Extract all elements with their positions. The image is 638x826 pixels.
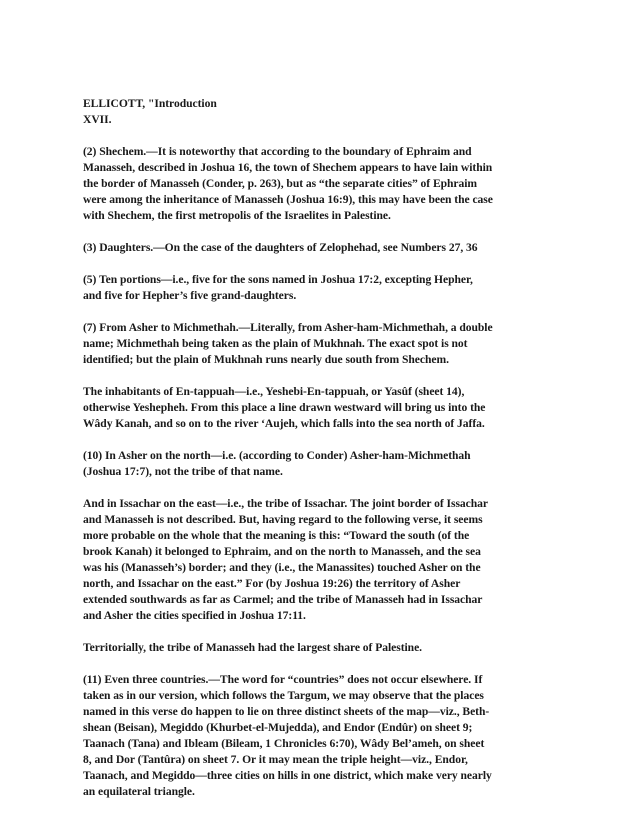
paragraph-line: and Manasseh is not described. But, having regard to the following verse, it seems	[83, 513, 483, 526]
paragraph-line: The inhabitants of En-tappuah—i.e., Yeshebi-En-tappuah, or Yasûf (sheet 14),	[83, 385, 465, 398]
paragraph-line: (2) Shechem.—It is noteworthy that according to the boundary of Ephraim and	[83, 145, 472, 158]
paragraph	[83, 672, 553, 800]
paragraph-line: more probable on the whole that the meaning is this: “Toward the south (of the	[83, 529, 470, 542]
paragraph	[83, 320, 553, 368]
paragraph-line: the border of Manasseh (Conder, p. 263), but as “the separate cities” of Ephraim	[83, 177, 478, 190]
paragraph-line: (11) Even three countries.—The word for “countries” does not occur elsewhere. If	[83, 673, 483, 686]
paragraph	[83, 272, 553, 304]
spacer	[83, 224, 553, 240]
paragraph	[83, 496, 553, 624]
paragraph-line: identified; but the plain of Mukhnah runs nearly due south from Shechem.	[83, 353, 449, 366]
paragraph	[83, 240, 553, 256]
spacer	[83, 256, 553, 272]
spacer	[83, 480, 553, 496]
paragraph	[83, 384, 553, 432]
paragraph-line: extended southwards as far as Carmel; and the tribe of Manasseh had in Issachar	[83, 593, 483, 606]
paragraph-line: Taanach (Tana) and Ibleam (Bileam, 1 Chronicles 6:70), Wâdy Bel’ameh, on sheet	[83, 737, 485, 750]
paragraph-list	[83, 144, 553, 800]
paragraph-line: was his (Manasseh’s) border; and they (i.e., the Manassites) touched Asher on the	[83, 561, 481, 574]
paragraph-line: Territorially, the tribe of Manasseh had the largest share of Palestine.	[83, 641, 423, 654]
spacer	[83, 624, 553, 640]
paragraph-line: with Shechem, the first metropolis of the Israelites in Palestine.	[83, 209, 391, 222]
document-subtitle: XVII.	[83, 113, 112, 126]
paragraph-line: (Joshua 17:7), not the tribe of that name.	[83, 465, 283, 478]
document-page	[83, 96, 553, 800]
paragraph-line: (7) From Asher to Michmethah.—Literally, from Asher-ham-Michmethah, a double	[83, 321, 493, 334]
document-title: ELLICOTT, "Introduction	[83, 97, 217, 110]
paragraph-line: name; Michmethah being taken as the plain of Mukhnah. The exact spot is not	[83, 337, 468, 350]
paragraph-line: (10) In Asher on the north—i.e. (according to Conder) Asher-ham-Michmethah	[83, 449, 471, 462]
paragraph-line: and Asher the cities specified in Joshua 17:11.	[83, 609, 306, 622]
paragraph-line: north, and Issachar on the east.” For (by Joshua 19:26) the territory of Asher	[83, 577, 461, 590]
paragraph-line: (3) Daughters.—On the case of the daughters of Zelophehad, see Numbers 27, 36	[83, 241, 478, 254]
paragraph	[83, 448, 553, 480]
paragraph-line: named in this verse do happen to lie on three distinct sheets of the map—viz., Beth-	[83, 705, 490, 718]
paragraph-line: taken as in our version, which follows the Targum, we may observe that the places	[83, 689, 484, 702]
paragraph-line: otherwise Yeshepheh. From this place a line drawn westward will bring us into the	[83, 401, 486, 414]
paragraph-line: And in Issachar on the east—i.e., the tribe of Issachar. The joint border of Issachar	[83, 497, 488, 510]
paragraph-line: an equilateral triangle.	[83, 785, 195, 798]
paragraph	[83, 144, 553, 224]
paragraph-line: Manasseh, described in Joshua 16, the town of Shechem appears to have lain within	[83, 161, 493, 174]
spacer	[83, 432, 553, 448]
paragraph	[83, 640, 553, 656]
paragraph-line: 8, and Dor (Tantûra) on sheet 7. Or it may mean the triple height—viz., Endor,	[83, 753, 468, 766]
spacer	[83, 304, 553, 320]
paragraph-line: brook Kanah) it belonged to Ephraim, and on the north to Manasseh, and the sea	[83, 545, 481, 558]
paragraph-line: and five for Hepher’s five grand-daughters.	[83, 289, 297, 302]
paragraph-line: shean (Beisan), Megiddo (Khurbet-el-Mujedda), and Endor (Endûr) on sheet 9;	[83, 721, 473, 734]
paragraph-line: Taanach, and Megiddo—three cities on hills in one district, which make very nearly	[83, 769, 492, 782]
paragraph-line: were among the inheritance of Manasseh (Joshua 16:9), this may have been the case	[83, 193, 493, 206]
spacer	[83, 368, 553, 384]
paragraph-line: Wâdy Kanah, and so on to the river ‘Aujeh, which falls into the sea north of Jaffa.	[83, 417, 485, 430]
paragraph-line: (5) Ten portions—i.e., five for the sons named in Joshua 17:2, excepting Hepher,	[83, 273, 473, 286]
spacer	[83, 656, 553, 672]
spacer	[83, 128, 553, 144]
